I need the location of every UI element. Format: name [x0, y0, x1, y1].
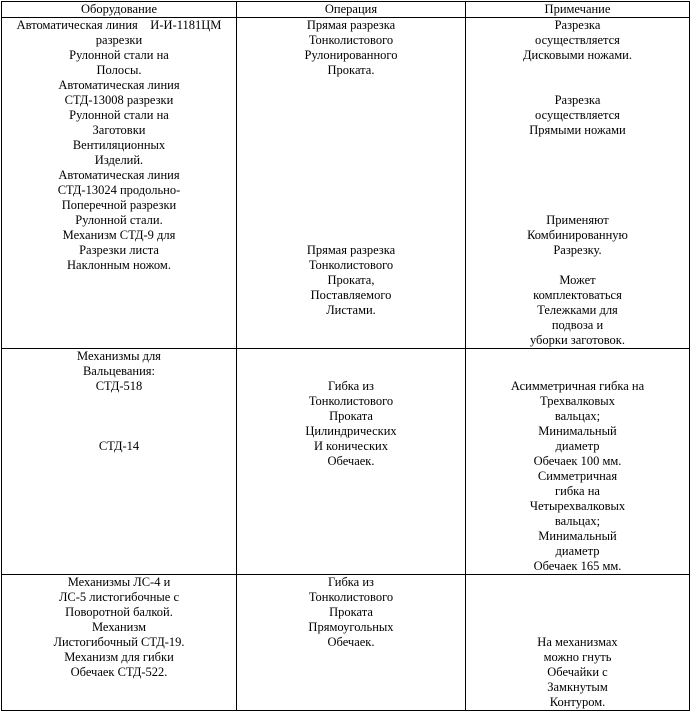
cell-text-line: Рулонной стали на	[69, 48, 169, 62]
cell-text-line: Поворотной балкой.	[65, 605, 173, 619]
cell-text-line	[239, 318, 463, 333]
cell-text-line: Рулонной стали на	[69, 108, 169, 122]
cell-text-line	[4, 394, 234, 409]
cell-text-line	[239, 213, 463, 228]
cell-text-line: Механизмы ЛС-4 и	[67, 575, 171, 589]
cell-text-line	[468, 349, 687, 364]
cell-text-line	[468, 138, 687, 153]
cell-text-line: На механизмах	[537, 635, 618, 649]
cell-text-line: СТД-13008 разрезки	[64, 93, 174, 107]
cell-text-line	[468, 183, 687, 198]
cell-text-line: диаметр	[555, 439, 600, 453]
cell-text-line: вальцах;	[554, 409, 601, 423]
cell-text-line	[468, 198, 687, 213]
cell-operation	[237, 349, 466, 575]
cell-text-line: Изделий.	[94, 153, 144, 167]
equipment-table	[1, 1, 690, 711]
cell-equipment	[2, 349, 237, 575]
cell-text-line: Обечаек СТД-522.	[70, 665, 168, 679]
cell-text-line	[468, 258, 687, 273]
cell-text-line: Проката	[329, 605, 373, 619]
cell-text-line: Цилиндрических	[305, 424, 397, 438]
cell-text-line	[239, 228, 463, 243]
cell-equipment	[2, 18, 237, 349]
cell-text-line: ЛС-5 листогибочные с	[58, 590, 180, 604]
cell-text-line	[468, 620, 687, 635]
cell-text-line: Автоматическая линия И-И-1181ЦМ	[16, 18, 222, 32]
cell-note	[466, 18, 690, 349]
cell-text-line: Рулонированного	[304, 48, 398, 62]
cell-text-line: Гибка из	[328, 575, 374, 589]
cell-text-line: Замкнутым	[547, 680, 608, 694]
cell-text-line: Проката,	[327, 273, 375, 287]
cell-text-line: осуществляется	[535, 33, 620, 47]
cell-text-line: комплектоваться	[533, 288, 622, 302]
cell-text-line: Обечаек.	[327, 454, 375, 468]
cell-text-line	[239, 108, 463, 123]
cell-text-line	[239, 364, 463, 379]
cell-text-line: осуществляется	[535, 108, 620, 122]
cell-text-line: уборки заготовок.	[529, 333, 626, 347]
cell-text-line	[239, 138, 463, 153]
cell-text-line	[4, 409, 234, 424]
cell-text-line: Листогибочный СТД-19.	[53, 635, 185, 649]
cell-text-line: Обечайки с	[547, 665, 608, 679]
cell-text-line	[468, 153, 687, 168]
cell-text-line: Наклонным ножом.	[67, 258, 171, 272]
header-operation: Операция	[237, 2, 466, 18]
cell-text-line	[239, 349, 463, 364]
cell-text-line	[239, 93, 463, 108]
cell-text-line	[4, 288, 234, 303]
cell-text-line: гибка на	[555, 484, 600, 498]
cell-text-line	[4, 424, 234, 439]
cell-text-line: Рулонной стали.	[75, 213, 163, 227]
cell-operation	[237, 18, 466, 349]
cell-text-line	[239, 78, 463, 93]
cell-text-line: Прямая разрезка	[306, 18, 396, 32]
cell-text-line	[468, 364, 687, 379]
cell-text-line	[239, 183, 463, 198]
cell-text-line: Механизм СТД-9 для	[62, 228, 176, 242]
cell-text-line	[468, 63, 687, 78]
cell-text-line: Автоматическая линия	[58, 168, 180, 182]
cell-text-line: Может	[559, 273, 596, 287]
cell-note	[466, 349, 690, 575]
cell-text-line: Вальцевания:	[82, 364, 156, 378]
cell-text-line: Дисковыми ножами.	[522, 48, 632, 62]
cell-text-line: Проката.	[327, 63, 375, 77]
cell-text-line: Поставляемого	[310, 288, 392, 302]
cell-text-line	[468, 575, 687, 590]
table-row	[2, 575, 690, 711]
cell-operation	[237, 575, 466, 711]
cell-text-line: Четырехвалковых	[529, 499, 626, 513]
cell-text-line	[239, 198, 463, 213]
cell-text-line: Тонколистового	[308, 394, 394, 408]
cell-text-line: Разрезка	[554, 93, 601, 107]
cell-text-line	[468, 605, 687, 620]
cell-equipment	[2, 575, 237, 711]
cell-text-line: Механизм	[91, 620, 147, 634]
cell-text-line: Заготовки	[92, 123, 146, 137]
cell-text-line	[239, 168, 463, 183]
cell-text-line: Гибка из	[328, 379, 374, 393]
cell-text-line	[4, 318, 234, 333]
cell-text-line: подвоза и	[551, 318, 604, 332]
cell-text-line: Листами.	[326, 303, 376, 317]
cell-text-line: Разрезка	[554, 18, 601, 32]
cell-text-line	[468, 168, 687, 183]
document-page	[1, 1, 690, 711]
cell-text-line: Трехвалковых	[540, 394, 615, 408]
cell-text-line: СТД-518	[95, 379, 143, 393]
cell-text-line: Обечаек 100 мм.	[533, 454, 622, 468]
cell-text-line: Обечаек 165 мм.	[533, 559, 622, 573]
table-row	[2, 349, 690, 575]
cell-text-line: Симметричная	[537, 469, 618, 483]
cell-text-line: Проката	[329, 409, 373, 423]
cell-text-line: Полосы.	[96, 63, 142, 77]
table-row	[2, 18, 690, 349]
cell-text-line: Автоматическая линия	[58, 78, 180, 92]
cell-text-line: Механизм для гибки	[64, 650, 174, 664]
cell-text-line: Тонколистового	[308, 258, 394, 272]
cell-text-line: Асимметричная гибка на	[510, 379, 645, 393]
cell-text-line	[4, 273, 234, 288]
cell-text-line: Прямоугольных	[308, 620, 394, 634]
cell-text-line: Тонколистового	[308, 590, 394, 604]
header-equipment: Оборудование	[2, 2, 237, 18]
cell-text-line: Контуром.	[549, 695, 606, 709]
cell-text-line: Разрезку.	[553, 243, 602, 257]
cell-text-line	[239, 123, 463, 138]
cell-text-line: диаметр	[555, 544, 600, 558]
cell-text-line: Вентиляционных	[72, 138, 166, 152]
cell-text-line: Минимальный	[538, 424, 617, 438]
cell-text-line: Прямыми ножами	[529, 123, 626, 137]
cell-text-line: Применяют	[546, 213, 609, 227]
header-note: Примечание	[466, 2, 690, 18]
cell-text-line: Тележками для	[537, 303, 618, 317]
cell-note	[466, 575, 690, 711]
cell-text-line: Механизмы для	[77, 349, 161, 363]
cell-text-line: Обечаек.	[327, 635, 375, 649]
cell-text-line	[468, 78, 687, 93]
cell-text-line: Разрезки листа	[79, 243, 159, 257]
cell-text-line: Минимальный	[538, 529, 617, 543]
cell-text-line: можно гнуть	[543, 650, 612, 664]
header-row	[2, 2, 690, 18]
cell-text-line: Прямая разрезка	[306, 243, 396, 257]
cell-text-line: Тонколистового	[308, 33, 394, 47]
cell-text-line	[4, 303, 234, 318]
cell-text-line: Поперечной разрезки	[61, 198, 177, 212]
cell-text-line	[239, 153, 463, 168]
cell-text-line: вальцах;	[554, 514, 601, 528]
cell-text-line: разрезки	[95, 33, 143, 47]
cell-text-line: СТД-14	[98, 439, 140, 453]
cell-text-line: Комбинированную	[527, 228, 628, 242]
cell-text-line: СТД-13024 продольно-	[57, 183, 181, 197]
cell-text-line	[468, 590, 687, 605]
cell-text-line: И конических	[314, 439, 388, 453]
